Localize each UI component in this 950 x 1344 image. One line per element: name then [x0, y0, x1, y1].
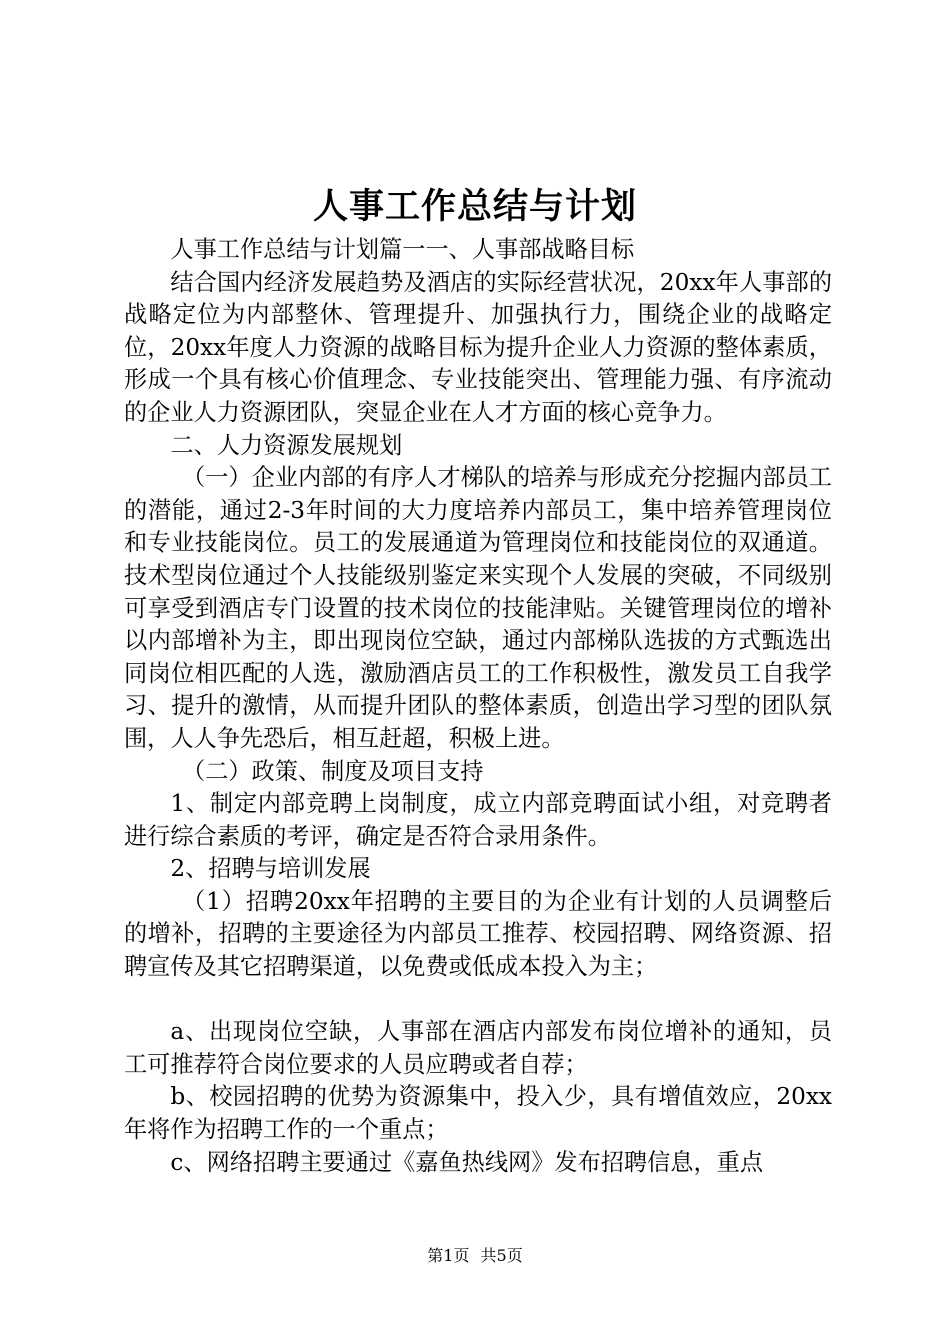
paragraph-recruitment: （1）招聘20xx年招聘的主要目的为企业有计划的人员调整后的增补，招聘的主要途径为内部员工推荐、校园招聘、网络资源、招聘宣传及其它招聘渠道，以免费或低成本投入为主；	[124, 887, 832, 981]
page-footer	[0, 1245, 950, 1267]
paragraph-competition: 1、制定内部竞聘上岗制度，成立内部竞聘面试小组，对竞聘者进行综合素质的考评，确定是否符合录用条件。	[124, 790, 832, 850]
paragraph-strategy: 结合国内经济发展趋势及酒店的实际经营状况，20xx年人事部的战略定位为内部整休、管理提升、加强执行力，围绕企业的战略定位，20xx年度人力资源的战略目标为提升企业人力资源的整体素质，形成一个具有核心价值理念、专业技能突出、管理能力强、有序流动的企业人力资源团队，突显企业在人才方面的核心竞争力。	[124, 268, 833, 426]
paragraph-heading-policy: （二）政策、制度及项目支持	[182, 757, 484, 785]
page-number: 第1页	[427, 1246, 470, 1265]
paragraph-talent-pipeline: （一）企业内部的有序人才梯队的培养与形成充分挖掘内部员工的潜能，通过2-3年时间的大力度培养内部员工，集中培养管理岗位和专业技能岗位。员工的发展通道为管理岗位和技能岗位的双通道。技术型岗位通过个人技能级别鉴定来实现个人发展的突破，不同级别可享受到酒店专门设置的技术岗位的技能津贴。关键管理岗位的增补以内部增补为主，即出现岗位空缺，通过内部梯队选拔的方式甄选出同岗位相匹配的人选，激励酒店员工的工作积极性，激发员工自我学习、提升的激情，从而提升团队的整体素质，创造出学习型的团队氛围，人人争先恐后，相互赶超，积极上进。	[124, 464, 832, 752]
paragraph-item-a: a、出现岗位空缺，人事部在酒店内部发布岗位增补的通知，员工可推荐符合岗位要求的人员应聘或者自荐；	[124, 1018, 832, 1078]
paragraph-item-b: b、校园招聘的优势为资源集中，投入少，具有增值效应，20xx年将作为招聘工作的一个重点；	[124, 1083, 832, 1144]
blank-line	[124, 984, 832, 1017]
paragraph-heading-2: 二、人力资源发展规划	[170, 431, 403, 459]
paragraph-item-c: c、网络招聘主要通过《嘉鱼热线网》发布招聘信息，重点	[170, 1148, 764, 1176]
document-title: 人事工作总结与计划	[312, 186, 637, 227]
paragraph-heading-recruit: 2、招聘与培训发展	[170, 855, 371, 883]
document-body	[124, 234, 832, 1179]
paragraph-heading-1: 人事工作总结与计划篇一一、人事部战略目标	[170, 236, 635, 263]
page-total: 共5页	[480, 1246, 523, 1265]
